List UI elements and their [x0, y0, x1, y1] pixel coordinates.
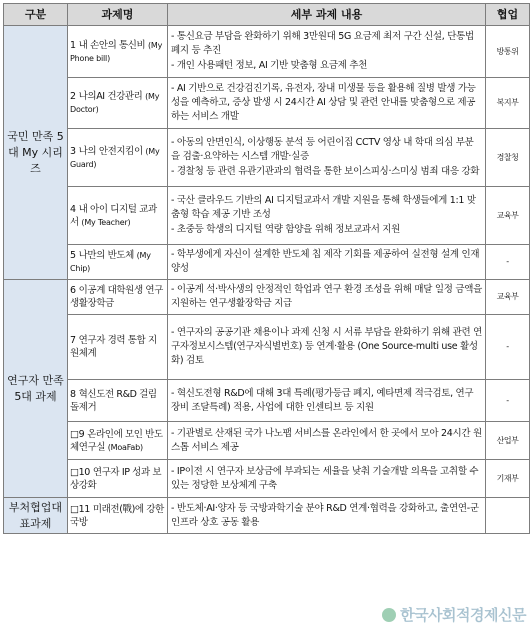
category-cell: 부처협업대표과제 [4, 498, 68, 534]
header-details: 세부 과제 내용 [168, 4, 486, 26]
header-project-name: 과제명 [68, 4, 168, 26]
detail-cell [168, 460, 486, 498]
project-subtitle: (My Phone bill) [70, 40, 163, 63]
header-category: 구분 [4, 4, 68, 26]
collaboration-dept [486, 498, 530, 534]
detail-item: - 연구자의 공공기관 채용이나 과제 신청 시 서류 부담을 완화하기 위해 관련 연구자정보시스템(연구자식별번호) 등 연계·활용 (One Source-multi use 활성화) 검토 [171, 327, 482, 366]
detail-cell [168, 315, 486, 380]
project-name: 나의 안전지킴이 [78, 145, 143, 157]
project-name-cell [68, 129, 168, 187]
category-cell: 연구자 만족 5대 과제 [4, 280, 68, 498]
detail-item: - 통신요금 부담을 완화하기 위해 3만원대 5G 요금제 최저 구간 신설, 단통법 폐지 등 추진 [171, 31, 474, 56]
detail-cell [168, 280, 486, 315]
project-number: □11 [70, 503, 90, 515]
watermark-text: 한국사회적경제신문 [400, 606, 526, 624]
detail-item: - 학부생에게 자신이 설계한 반도체 칩 제작 기회를 제공하여 실전형 설계 인재 양성 [171, 249, 480, 274]
project-name-cell [68, 422, 168, 460]
table-row [4, 78, 530, 129]
project-name: 연구자 IP 성과 보상강화 [70, 466, 162, 491]
detail-cell [168, 422, 486, 460]
detail-item: - 기관별로 산재된 국가 나노팹 서비스를 온라인에서 한 곳에서 모아 24시간 원스톱 서비스 제공 [171, 427, 482, 453]
project-number: 6 [70, 285, 76, 296]
table-row [4, 129, 530, 187]
table-row [4, 380, 530, 422]
project-name-cell [68, 245, 168, 280]
project-number: □10 [70, 466, 90, 478]
project-number: 4 [70, 203, 76, 215]
detail-item: - 개인 사용패턴 정보, AI 기반 맞춤형 요금제 추천 [171, 60, 368, 71]
project-table [3, 3, 530, 534]
project-name: 나의AI 건강관리 [78, 91, 143, 102]
collaboration-dept: 기재부 [486, 460, 530, 498]
collaboration-dept: 산업부 [486, 422, 530, 460]
detail-item: - 반도체·AI·양자 등 국방과학기술 분야 R&D 연계·협력을 강화하고, 출연연-군 인프라 상호 공동 활용 [171, 502, 479, 528]
project-name-cell [68, 26, 168, 78]
detail-item: - 초중등 학생의 디지털 역량 함양을 위해 정보교과서 지원 [171, 224, 401, 235]
project-subtitle: (My Doctor) [70, 92, 160, 114]
table-row [4, 422, 530, 460]
project-name-cell [68, 78, 168, 129]
detail-cell [168, 26, 486, 78]
detail-cell [168, 380, 486, 422]
header-collaboration: 협업 [486, 4, 530, 26]
table-row [4, 245, 530, 280]
table-row [4, 187, 530, 245]
project-number: 7 [70, 335, 76, 346]
detail-cell [168, 187, 486, 245]
table-row [4, 280, 530, 315]
detail-item: - 경찰청 등 관련 유관기관과의 협력을 통한 보이스피싱·스미싱 범죄 대응 강화 [171, 166, 480, 177]
detail-item: - IP이전 시 연구자 보상금에 부과되는 세율을 낮춰 기술개발 의욕을 고취할 수 있는 정당한 보상체계 구축 [171, 465, 479, 491]
detail-cell [168, 78, 486, 129]
collaboration-dept: 방통위 [486, 26, 530, 78]
newspaper-watermark [382, 604, 526, 625]
project-number: 2 [70, 91, 76, 102]
header-row [4, 4, 530, 26]
detail-cell [168, 129, 486, 187]
collaboration-dept: 복지부 [486, 78, 530, 129]
table-row [4, 460, 530, 498]
project-subtitle: (My Guard) [70, 146, 160, 169]
project-name: 내 손안의 통신비 [78, 39, 146, 51]
table-row [4, 26, 530, 78]
project-name: 연구자 경력 통합 지원체계 [70, 335, 157, 359]
collaboration-dept: - [486, 315, 530, 380]
category-cell: 국민 만족 5대 My 시리즈 [4, 26, 68, 280]
project-name-cell [68, 460, 168, 498]
detail-item: - 이공계 석·박사생의 안정적인 학업과 연구 환경 조성을 위해 매달 일정 금액을 지원하는 연구생활장학금 지급 [171, 284, 482, 309]
collaboration-dept: 교육부 [486, 280, 530, 315]
collaboration-dept: - [486, 245, 530, 280]
project-name-cell [68, 498, 168, 534]
collaboration-dept: - [486, 380, 530, 422]
project-name-cell [68, 280, 168, 315]
project-name: 혁신도전 R&D 걸림돌제거 [70, 388, 157, 413]
project-name: 이공계 대학원생 연구생활장학금 [70, 285, 163, 309]
project-name: 온라인에 모인 반도체연구실 [70, 428, 163, 453]
project-name-cell [68, 315, 168, 380]
newspaper-logo-icon [382, 608, 396, 622]
detail-cell [168, 245, 486, 280]
project-subtitle: (My Teacher) [81, 217, 131, 227]
table-row [4, 315, 530, 380]
table-row [4, 498, 530, 534]
project-name-cell [68, 380, 168, 422]
project-name-cell [68, 187, 168, 245]
detail-cell [168, 498, 486, 534]
detail-item: - 아동의 안면인식, 이상행동 분석 등 어린이집 CCTV 영상 내 학대 의심 부분을 검출·요약하는 시스템 개발·실증 [171, 137, 474, 162]
project-name: 나만의 반도체 [78, 250, 134, 261]
collaboration-dept: 경찰청 [486, 129, 530, 187]
detail-item: - 국산 클라우드 기반의 AI 디지털교과서 개발 지원을 통해 학생들에게 1:1 맞춤형 학습 제공 기반 조성 [171, 195, 476, 220]
project-number: 3 [70, 145, 76, 157]
project-number: □9 [70, 428, 85, 440]
detail-item: - 혁신도전형 R&D에 대해 3대 특례(평가등급 폐지, 예타면제 적극검토, 연구장비 조달특례) 적용, 사업에 대한 인센티브 등 지원 [171, 387, 474, 413]
collaboration-dept: 교육부 [486, 187, 530, 245]
project-name: 내 아이 디지털 교과서 [70, 203, 157, 228]
project-subtitle: (MoaFab) [107, 442, 143, 452]
project-number: 8 [70, 388, 76, 400]
project-number: 1 [70, 39, 76, 51]
project-subtitle: (My Chip) [70, 251, 151, 273]
project-number: 5 [70, 250, 76, 261]
project-name: 미래전(戰)에 강한 국방 [70, 503, 164, 528]
detail-item: - AI 기반으로 건강검진기록, 유전자, 장내 미생물 등을 활용해 질병 발생 가능성을 예측하고, 증상 발생 시 24시간 AI 상담 및 관련 안내를 맞춤형으로 제공하는 서비스 개발 [171, 83, 476, 122]
